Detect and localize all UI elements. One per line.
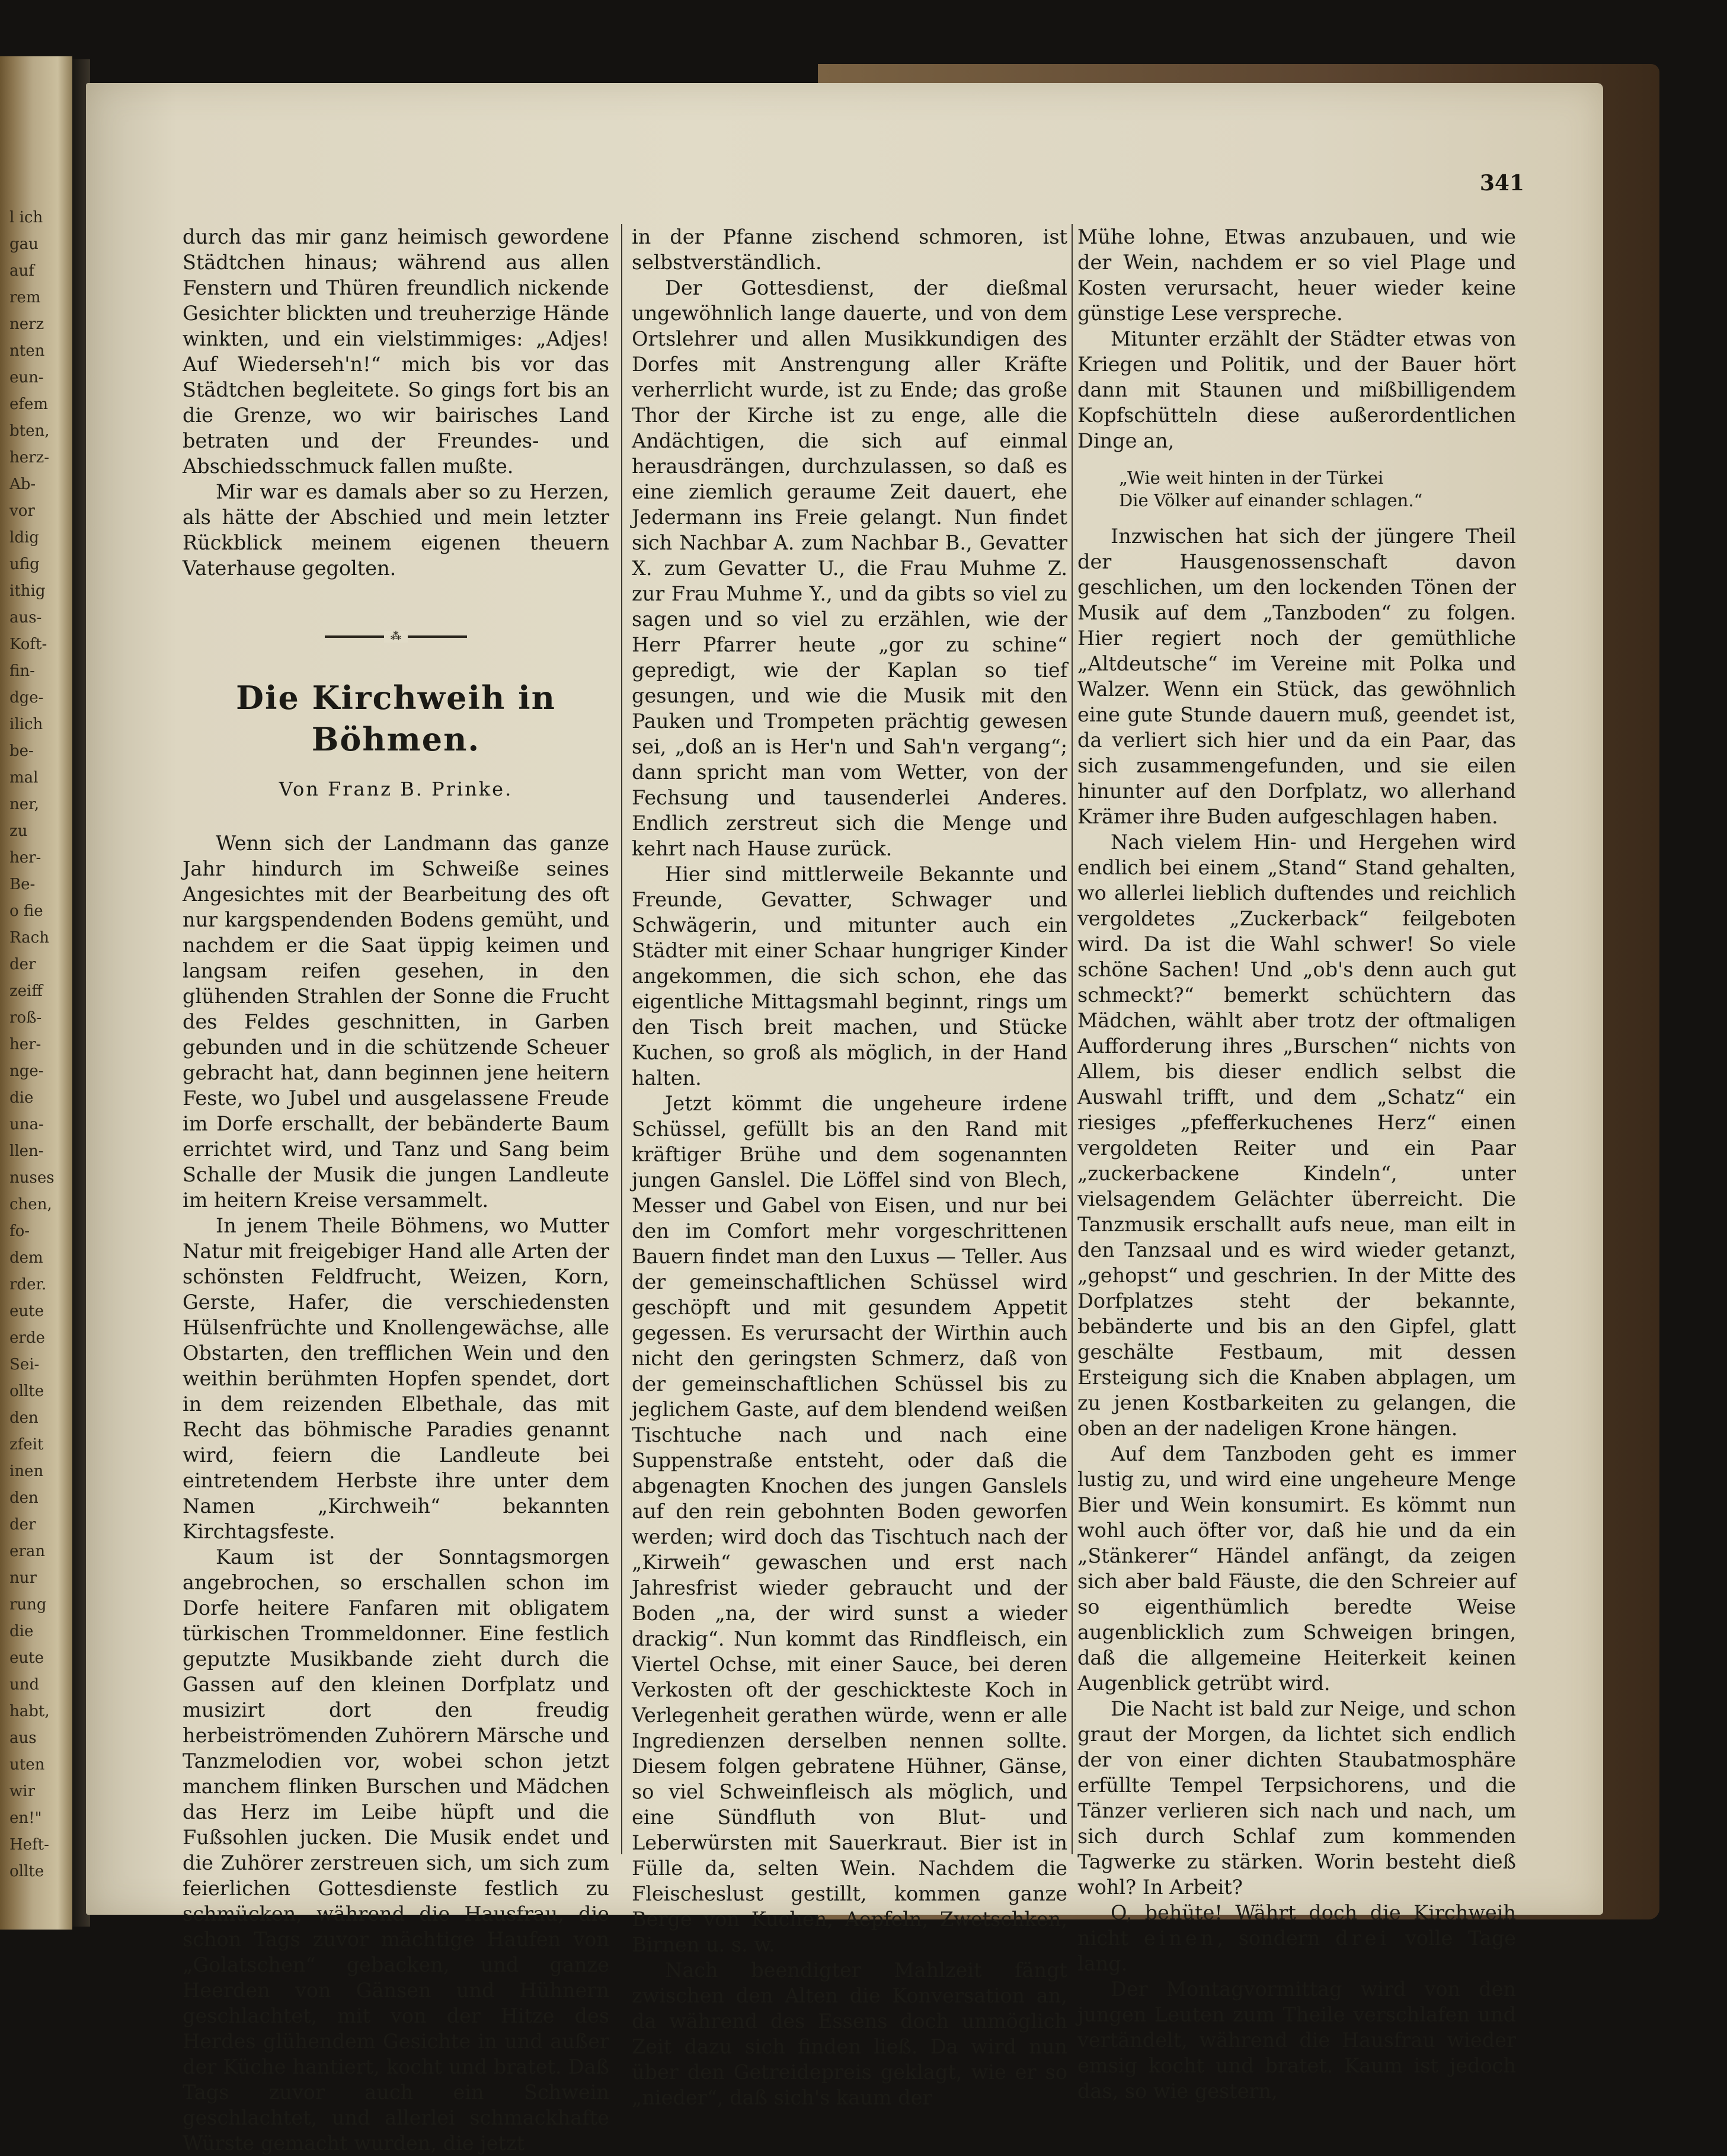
ornament-glyph: ⁂ bbox=[384, 631, 408, 643]
emphasized-word: einen bbox=[1143, 1927, 1217, 1950]
left-page-fragment: die bbox=[9, 1622, 34, 1640]
verse-line: „Wie weit hinten in der Türkei bbox=[1119, 468, 1384, 488]
left-page-fragment: der bbox=[9, 1516, 36, 1534]
paragraph: Kaum ist der Sonntagsmorgen angebrochen, so erschallen schon im Dorfe heitere Fanfaren mit obligatem türkischen Trommeldonner. Eine festlich geputzte Musikbande zieht durch die Gassen auf den kleinen Dorfplatz und musizirt dort den freudig herbeiströmenden Zuhörern Märsche und Tanzmelodien vor, wobei schon jetzt manchem flinken Burschen und Mädchen das Herz im Leibe hüpft und die Fußsohlen jucken. Die Musik endet und die Zuhörer zerstreuen sich, um sich zum feierlichen Gottesdienste festlich zu schmücken, während die Hausfrau, die schon Tags zuvor mächtige Haufen von „Golatschen“ gebacken, und ganze Heerden von Gänsen und Hühnern geschlachtet, mit von der Hitze des Herdes glühendem Gesichte in und außer der Küche hantiert, kocht und bratet. Daß Tags zuvor auch ein Schwein geschlachtet, und allerlei schmackhafte Würste gemacht wurden, die jetzt bbox=[183, 1545, 609, 2155]
left-page-fragment: der bbox=[9, 956, 36, 973]
left-page-fragment: eran bbox=[9, 1542, 46, 1560]
paragraph: Der Gottesdienst, der dießmal ungewöhnlich lange dauerte, und von dem Ortslehrer und allen Musikkundigen des Dorfes mit Anstrengung aller Kräfte verherrlicht wurde, ist zu Ende; das große Thor der Kirche ist zu enge, alle die Andächtigen, die sich auf einmal herausdrängen, durchzulassen, so daß es eine ziemlich geraume Zeit dauert, ehe Jedermann ins Freie gelangt. Nun findet sich Nachbar A. zum Nachbar B., Gevatter X. zum Gevatter U., die Frau Muhme Z. zur Frau Muhme Y., und da gibts so viel zu sagen und so viel zu erzählen, wie der Herr Pfarrer heute „gor zu schine“ gepredigt, wie der Kaplan so tief gesungen, und wie die Musik mit den Pauken und Trompeten prächtig gewesen sei, „doß an is Her'n und Sah'n vergang“; dann spricht man vom Wetter, von der Fechsung und tausenderlei Anderes. Endlich zerstreut sich die Menge und kehrt nach Hause zurück. bbox=[632, 276, 1067, 860]
left-page-fragment: aus- bbox=[9, 609, 42, 627]
left-page-fragment: ilich bbox=[9, 716, 43, 733]
left-page-fragment: rem bbox=[9, 289, 41, 306]
left-page-fragment: Koft- bbox=[9, 635, 47, 653]
left-page-fragment: nten bbox=[9, 342, 45, 360]
left-page-fragment: ufig bbox=[9, 555, 40, 573]
left-page-fragment: nge- bbox=[9, 1062, 44, 1080]
left-page-fragment: inen bbox=[9, 1462, 44, 1480]
paragraph: Inzwischen hat sich der jüngere Theil der Hausgenossenschaft davon geschlichen, um den lockenden Tönen der Musik auf dem „Tanzboden“ zu folgen. Hier regiert noch der gemüthliche „Altdeutsche“ im Vereine mit Polka und Walzer. Wenn ein Stück, das gewöhnlich eine gute Stunde dauern muß, geendet ist, da verliert sich hier und da ein Paar, das sich zusammengefunden, und sie eilen hinunter auf den Dorfplatz, wo allerhand Krämer ihre Buden aufgeschlagen haben. bbox=[1077, 525, 1516, 828]
left-page-fragment: Sei- bbox=[9, 1356, 40, 1374]
left-page-fragment: herz- bbox=[9, 449, 50, 467]
left-page-fragment: Rach bbox=[9, 929, 49, 947]
paragraph: Mir war es damals aber so zu Herzen, als hätte der Abschied und mein letzter Rückblick meinem eigenen theuern Vaterhause gegolten. bbox=[183, 480, 609, 580]
paragraph: durch das mir ganz heimisch gewordene Städtchen hinaus; während aus allen Fenstern und Thüren freundlich nickende Gesichter blickten und treuherzige Hände winkten, und ein vielstimmiges: „Adjes! Auf Wiederseh'n!“ mich bis vor das Städtchen begleitete. So gings fort bis an die Grenze, wo wir bairisches Land betraten und der Freundes- und Abschiedsschmuck fallen mußte. bbox=[183, 225, 609, 478]
left-page-fragment: ollte bbox=[9, 1382, 44, 1400]
column-2 bbox=[632, 224, 1067, 2110]
left-page-fragment: vor bbox=[9, 502, 35, 520]
left-page-fragment: rder. bbox=[9, 1276, 47, 1293]
paragraph: Mühe lohne, Etwas anzubauen, und wie der Wein, nachdem er so viel Plage und Kosten verursacht, heuer wieder keine günstige Lese verspreche. bbox=[1077, 225, 1516, 325]
left-page-fragment: l ich bbox=[9, 209, 43, 226]
page-number: 341 bbox=[1479, 171, 1524, 196]
left-page-fragment: ner, bbox=[9, 796, 39, 813]
left-page-fragment: o fie bbox=[9, 902, 43, 920]
left-page-fragment: dem bbox=[9, 1249, 43, 1267]
left-page-edge bbox=[0, 56, 72, 1930]
left-page-fragment: eun- bbox=[9, 369, 44, 387]
column-3 bbox=[1077, 224, 1516, 2104]
paragraph: In jenem Theile Böhmens, wo Mutter Natur mit freigebiger Hand alle Arten der schönsten Feldfrucht, Weizen, Korn, Gerste, Hafer, die verschiedensten Hülsenfrüchte und Knollengewächse, alle Obstarten, den trefflichen Wein und den weithin berühmten Hopfen spendet, dort in dem reizenden Elbethale, das mit Recht das böhmische Paradies genannt wird, feiern die Landleute bei eintretendem Herbste ihre unter dem Namen „Kirchweih“ bekannten Kirchtagsfeste. bbox=[183, 1214, 609, 1543]
left-page-fragment: Be- bbox=[9, 876, 36, 893]
left-page-fragment: zu bbox=[9, 822, 28, 840]
left-page-fragment: die bbox=[9, 1089, 34, 1107]
verse-line: Die Völker auf einander schlagen.“ bbox=[1119, 490, 1423, 510]
text-run: , sondern bbox=[1217, 1927, 1320, 1950]
paragraph: Die Nacht ist bald zur Neige, und schon graut der Morgen, da lichtet sich endlich der von einer dichten Staubatmosphäre erfüllte Tempel Terpsichorens, und die Tänzer verlieren sich nach und nach, um sich durch Schlaf zum kommenden Tagwerke zu stärken. Worin besteht dieß wohl? In Arbeit? bbox=[1077, 1697, 1516, 1899]
left-page-fragment: nur bbox=[9, 1569, 37, 1587]
left-page-fragment: ithig bbox=[9, 582, 46, 600]
paragraph: Jetzt kömmt die ungeheure irdene Schüssel, gefüllt bis an den Rand mit kräftiger Brühe und dem sogenannten jungen Ganslel. Die Löffel sind von Blech, Messer und Gabel von Eisen, und nur bei den im Comfort mehr vorgeschrittenen Bauern findet man den Luxus — Teller. Aus der gemeinschaftlichen Schüssel wird geschöpft und mit gesundem Appetit gegessen. Es verursacht der Wirthin auch nicht den geringsten Schmerz, daß von der gemeinschaftlichen Schüssel bis zu jeglichem Gaste, auf dem blendend weißen Tischtuche nach und nach eine Suppenstraße entsteht, oder daß die abgenagten Knochen des jungen Ganslels auf den rein gebohnten Boden geworfen werden; wird doch das Tischtuch nach der „Kirweih“ gewaschen und erst nach Jahresfrist wieder gebraucht und der Boden „na, der wird sunst a wieder drackig“. Nun kommt das Rindfleisch, ein Viertel Ochse, mit einer Sauce, bei deren Verkosten oft der geschickteste Koch in Verlegenheit gerathen würde, wenn er alle Ingredienzen derselben nennen sollte. Diesem folgen gebratene Hühner, Gänse, so viel Schweinfleisch als möglich, und eine Sündfluth von Blut- und Leberwürsten mit Sauerkraut. Bier ist in Fülle da, selten Wein. Nachdem die Fleischeslust gestillt, kommen ganze Berge von Kuchen, Aepfeln, Zwetschken, Birnen u. s. w. bbox=[632, 1092, 1067, 1956]
paragraph: Nach vielem Hin- und Hergehen wird endlich bei einem „Stand“ Stand gehalten, wo allerlei lieblich duftendes und reichlich vergoldetes „Zuckerback“ feilgeboten wird. Da ist die Wahl schwer! So viele schöne Sachen! Und „ob's denn auch gut schmeckt?“ bemerkt schüchtern das Mädchen, wählt aber trotz der oftmaligen Aufforderung ihres „Burschen“ nichts von Allem, bis dieser endlich selbst die Auswahl trifft, und dem „Schatz“ ein riesiges „pfefferkuchenes Herz“ einen vergoldeten Reiter und ein Paar „zuckerbackene Kindeln“, unter vielsagendem Gelächter überreicht. Die Tanzmusik erschallt aufs neue, man eilt in den Tanzsaal und es wird wieder getanzt, „gehopst“ und geschrien. In der Mitte des Dorfplatzes steht der bekannte, bebänderte und bis an den Gipfel, glatt geschälte Festbaum, mit dessen Ersteigung sich die Knaben abplagen, um zu jenen Kostbarkeiten zu gelangen, die oben an der nadeligen Krone hängen. bbox=[1077, 831, 1516, 1440]
left-page-fragment: rung bbox=[9, 1596, 47, 1614]
left-page-fragment: auf bbox=[9, 262, 34, 280]
paragraph: Hier sind mittlerweile Bekannte und Freunde, Gevatter, Schwager und Schwägerin, und mitunter auch ein Städter mit einer Schaar hungriger Kinder angekommen, die sich schon, ehe das eigentliche Mittagsmahl beginnt, rings um den Tisch breit machen, und Stücke Kuchen, so groß als möglich, in der Hand halten. bbox=[632, 863, 1067, 1090]
paragraph: Mitunter erzählt der Städter etwas von Kriegen und Politik, und der Bauer hört dann mit Staunen und mißbilligendem Kopfschütteln diese außerordentlichen Dinge an, bbox=[1077, 327, 1516, 452]
left-page-fragment: dge- bbox=[9, 689, 44, 707]
column-rule bbox=[621, 224, 622, 1854]
left-page-text-fragments bbox=[9, 205, 57, 1885]
left-page-fragment: nuses bbox=[9, 1169, 55, 1187]
left-page-fragment: mal bbox=[9, 769, 39, 787]
left-page-fragment: uten bbox=[9, 1756, 45, 1774]
emphasized-word: drei bbox=[1335, 1927, 1390, 1950]
section-ornament bbox=[183, 622, 609, 643]
left-page-fragment: habt, bbox=[9, 1703, 50, 1720]
left-page-fragment: aus bbox=[9, 1729, 37, 1747]
left-page-fragment: zfeit bbox=[9, 1436, 44, 1454]
left-page-fragment: den bbox=[9, 1409, 39, 1427]
left-page-fragment: nerz bbox=[9, 315, 44, 333]
ornament-rule bbox=[325, 630, 467, 643]
left-page-fragment: Ab- bbox=[9, 475, 36, 493]
left-page-fragment: zeiff bbox=[9, 982, 43, 1000]
verse-quote bbox=[1119, 467, 1516, 512]
paragraph bbox=[1077, 1900, 1516, 1976]
left-page-fragment: Heft- bbox=[9, 1836, 49, 1854]
left-page-fragment: fo- bbox=[9, 1222, 30, 1240]
left-page-fragment: ldig bbox=[9, 529, 39, 547]
paragraph: Nach beendigter Mahlzeit fängt zwischen den Alten die Konversation an, da während des Essens doch unmöglich Zeit dazu sich finden ließ. Da wird nun über den Getreidepreis geklagt, wie er so „nieder“, daß sich's kaum der bbox=[632, 1959, 1067, 2109]
paragraph: Wenn sich der Landmann das ganze Jahr hindurch im Schweiße seines Angesichtes mit der Bearbeitung des oft nur kargspendenden Bodens gemüht, und nachdem er die Saat üppig keimen und langsam reifen gesehen, in den glühenden Strahlen der Sonne die Frucht des Feldes geschnitten, in Garben gebunden und in die schützende Scheuer gebracht hat, dann beginnen jene heitern Feste, wo Jubel und ausgelassene Freude im Dorfe erschallt, der bebänderte Baum errichtet wird, und Tanz und Sang beim Schalle der Musik die jungen Landleute im heitern Kreise versammelt. bbox=[183, 832, 609, 1212]
left-page-fragment: chen, bbox=[9, 1196, 52, 1213]
left-page-fragment: wir bbox=[9, 1783, 35, 1800]
left-page-fragment: eute bbox=[9, 1302, 44, 1320]
left-page-fragment: en!" bbox=[9, 1809, 42, 1827]
left-page-fragment: her- bbox=[9, 1036, 41, 1053]
text-run: volle Tage lang. bbox=[1077, 1927, 1516, 1975]
left-page-fragment: und bbox=[9, 1676, 40, 1694]
left-page-fragment: una- bbox=[9, 1116, 44, 1133]
paragraph: in der Pfanne zischend schmoren, ist selbstverständlich. bbox=[632, 225, 1067, 274]
column-rule bbox=[1072, 224, 1073, 1854]
left-page-fragment: her- bbox=[9, 849, 41, 867]
article-title: Die Kirchweih in Böhmen. bbox=[236, 679, 556, 758]
paragraph: Der Montagvormittag wird von den jungen Leuten zum Theile verschlafen und vertändelt, während die Hausfrau wieder emsig kocht und bratet. Kaum ist jedoch das, so wie gestern, bbox=[1077, 1978, 1516, 2103]
left-page-fragment: bten, bbox=[9, 422, 50, 440]
text-run: O, behüte! Währt doch die Kirchweih nicht bbox=[1077, 1901, 1516, 1950]
paragraph: Auf dem Tanzboden geht es immer lustig zu, und wird eine ungeheure Menge Bier und Wein konsumirt. Es kömmt nun wohl auch öfter vor, daß hie und da ein „Stänkerer“ Händel anfängt, da zeigen sich aber bald Fäuste, die den Schreier auf so eigenthümlich beredte Weise augenblicklich zum Schweigen bringen, daß die allgemeine Heiterkeit keinen Augenblick getrübt wird. bbox=[1077, 1442, 1516, 1695]
left-page-fragment: erde bbox=[9, 1329, 45, 1347]
left-page-fragment: efem bbox=[9, 395, 49, 413]
left-page-fragment: llen- bbox=[9, 1142, 44, 1160]
article-author: Von Franz B. Prinke. bbox=[279, 778, 513, 800]
left-page-fragment: gau bbox=[9, 235, 39, 253]
left-page-fragment: ollte bbox=[9, 1863, 44, 1880]
left-page-fragment: fin- bbox=[9, 662, 35, 680]
left-page-fragment: roß- bbox=[9, 1009, 42, 1027]
column-1 bbox=[183, 224, 609, 2156]
left-page-fragment: eute bbox=[9, 1649, 44, 1667]
left-page-fragment: be- bbox=[9, 742, 34, 760]
left-page-fragment: den bbox=[9, 1489, 39, 1507]
